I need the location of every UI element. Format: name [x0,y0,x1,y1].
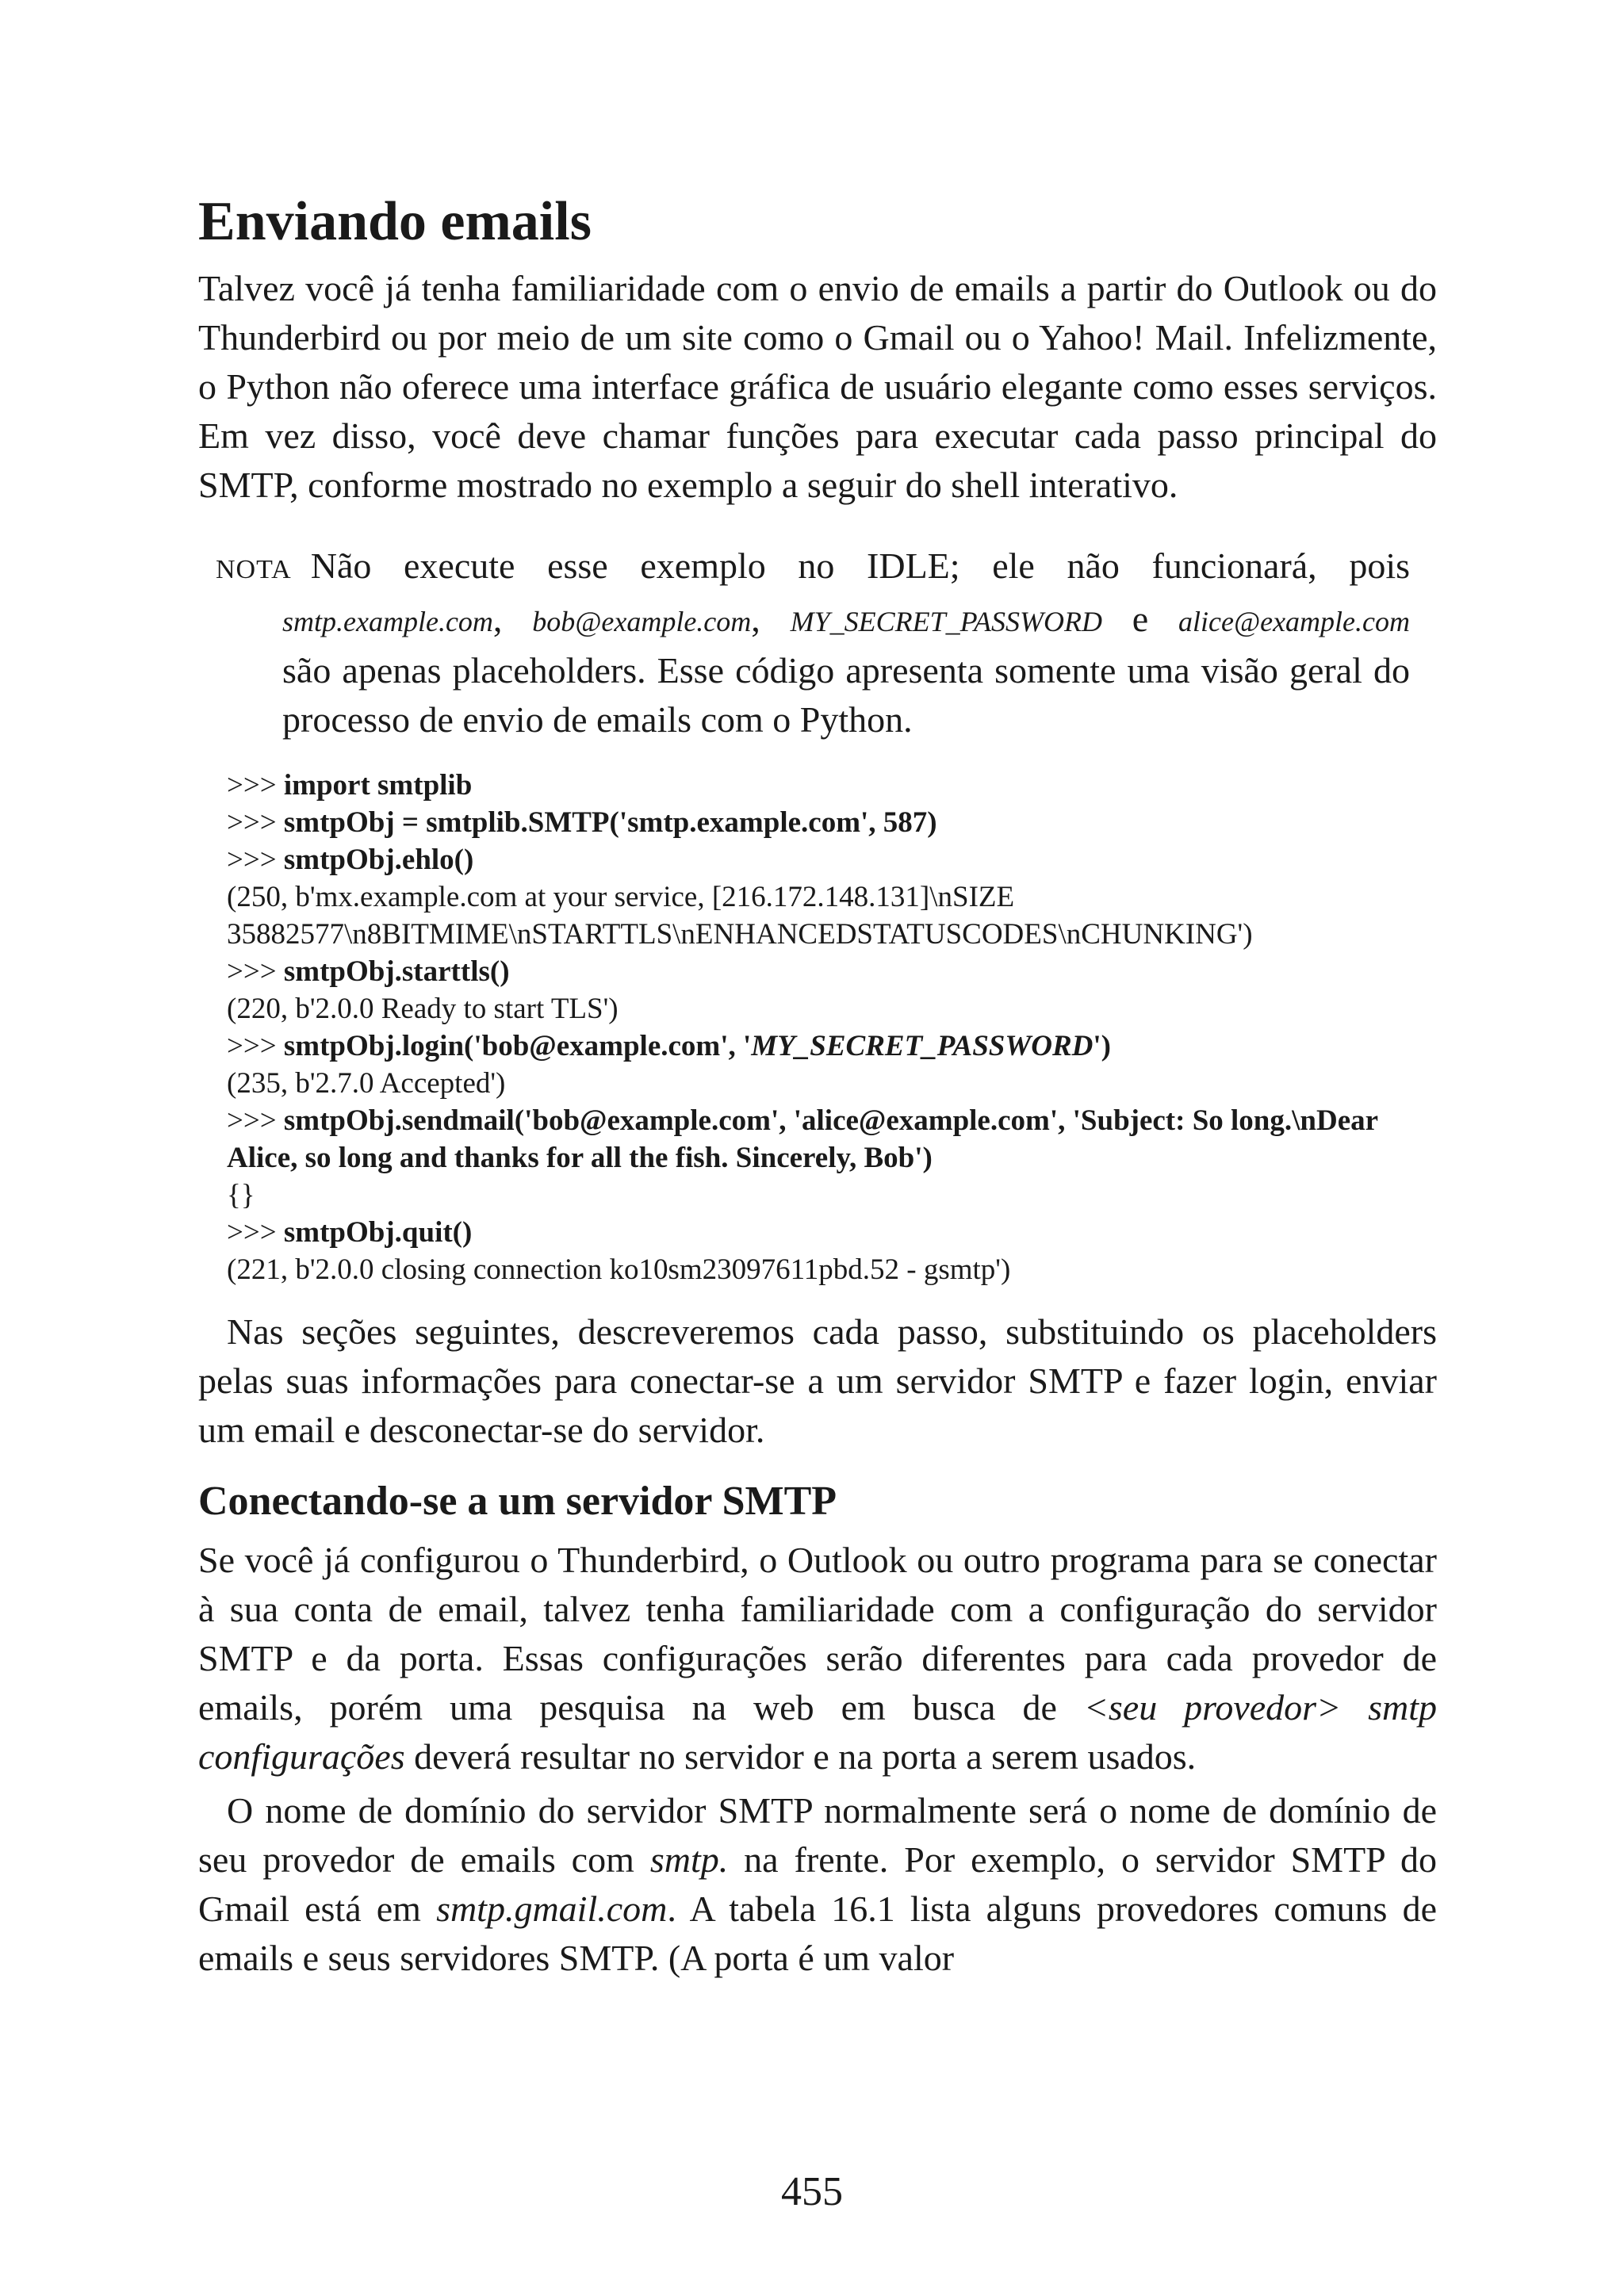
code-prompt: >>> [227,1029,284,1062]
code-password-placeholder: MY_SECRET_PASSWORD [751,1029,1094,1062]
subsection-title: Conectando-se a um servidor SMTP [198,1478,837,1524]
note-label: NOTA [216,554,292,584]
note-box [216,541,1410,744]
page-number: 455 [781,2169,843,2214]
code-output-line: (235, b'2.7.0 Accepted') [227,1066,506,1100]
code-prompt: >>> [227,1104,284,1137]
smtp-paragraph-2: O nome de domínio do servidor SMTP normalmente será o nome de domínio de seu provedor de emails com smtp. na frente. Por exemplo, o servidor SMTP do Gmail está em smtp.gmail.com. A tabela 16.1 lista alguns provedores comuns de emails e seus servidores SMTP. (A porta é um valor [198,1789,1437,1978]
note-line1-text: Não execute esse exemplo no IDLE; ele não funcionará, pois [310,545,1410,586]
search-query-text: <seu provedor> smtp configurações [198,1686,1437,1777]
code-input-line: smtpObj.sendmail('bob@example.com', 'alice@example.com', 'Subject: So long.\nDear Alice, so long and thanks for all the fish. Sincerely, Bob') [227,1104,1379,1174]
code-input-line: smtpObj.starttls() [283,955,510,988]
note-body [216,595,1410,744]
code-input-line: smtpObj.ehlo() [283,843,474,876]
code-output-line: (220, b'2.0.0 Ready to start TLS') [227,992,619,1025]
section-title: Enviando emails [198,191,592,252]
code-prompt: >>> [227,1215,284,1249]
smtp-paragraph-1: Se você já configurou o Thunderbird, o Outlook ou outro programa para se conectar à sua conta de email, talvez tenha familiaridade com a configuração do servidor SMTP e da porta. Essas configurações serão diferentes para cada provedor de emails, porém uma pesquisa na web em busca de <seu provedor> smtp configurações deverá resultar no servidor e na porta a serem usados. [198,1539,1437,1777]
code-prompt: >>> [227,806,284,839]
code-input-line: smtpObj.login('bob@example.com', 'MY_SECRET_PASSWORD') [283,1029,1112,1062]
code-input-line: import smtplib [283,768,473,802]
smtp-prefix-text: smtp. [649,1839,729,1880]
code-prompt: >>> [227,843,284,876]
note-separator-1: , [492,598,533,639]
note-rest-text: são apenas placeholders. Esse código apresenta somente uma visão geral do processo de envio de emails com o Python. [282,649,1410,740]
code-input-line: smtpObj = smtplib.SMTP('smtp.example.com', 587) [283,806,937,839]
after-code-paragraph: Nas seções seguintes, descreveremos cada passo, substituindo os placeholders pelas suas informações para conectar-se a um servidor SMTP e fazer login, enviar um email e desconectar-se do servidor. [198,1311,1437,1450]
code-output-line: (250, b'mx.example.com at your service, [216.172.148.131]\nSIZE 35882577\n8BITMIME\nSTARTTLS\nENHANCEDSTATUSCODES\nCHUNKING') [227,880,1253,951]
note-first-line [216,541,1410,595]
code-prompt: >>> [227,955,284,988]
intro-paragraph: Talvez você já tenha familiaridade com o envio de emails a partir do Outlook ou do Thunderbird ou por meio de um site como o Gmail ou o Yahoo! Mail. Infelizmente, o Python não oferece uma interface gráfica de usuário elegante como esses serviços. Em vez disso, você deve chamar funções para executar cada passo principal do SMTP, conforme mostrado no exemplo a seguir do shell interativo. [198,267,1437,505]
gmail-smtp-host: smtp.gmail.com [436,1888,668,1929]
code-block [227,767,1437,1288]
note-conjunction: e [1101,598,1179,639]
note-placeholder-2: bob@example.com [532,605,752,637]
note-placeholder-line [282,595,1410,646]
note-placeholder-3: MY_SECRET_PASSWORD [790,605,1102,637]
note-placeholder-1: smtp.example.com [282,605,493,637]
code-prompt: >>> [227,768,284,802]
note-separator-2: , [751,598,791,639]
code-output-line: (221, b'2.0.0 closing connection ko10sm23097611pbd.52 - gsmtp') [227,1253,1011,1286]
note-placeholder-4: alice@example.com [1178,605,1411,637]
code-input-line: smtpObj.quit() [283,1215,473,1249]
page-content [198,190,1437,1983]
code-output-line: {} [227,1178,255,1211]
